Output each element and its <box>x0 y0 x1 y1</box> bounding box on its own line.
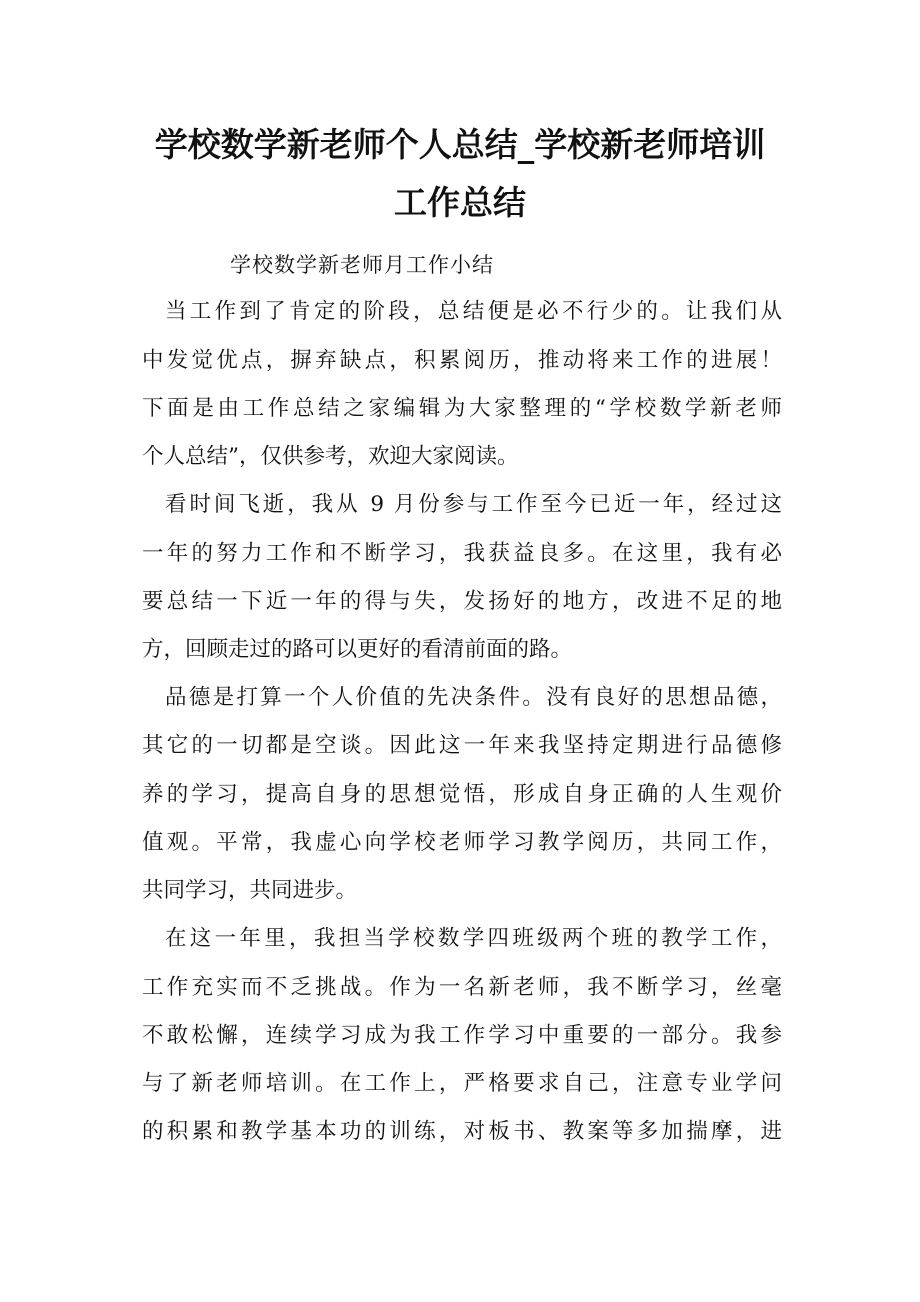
paragraph-line: 工作充实而不乏挑战。作为一名新老师，我不断学习，丝毫 <box>142 975 782 1000</box>
document-title-line-1: 学校数学新老师个人总结_学校新老师培训 <box>154 125 766 164</box>
paragraph-line: 值观。平常，我虚心向学校老师学习教学阅历，共同工作， <box>142 830 782 855</box>
paragraph-line: 当工作到了肯定的阶段，总结便是必不行少的。让我们从 <box>165 299 782 324</box>
document-subtitle: 学校数学新老师月工作小结 <box>230 253 494 277</box>
paragraph-line: 个人总结”，仅供参考，欢迎大家阅读。 <box>142 444 519 469</box>
paragraph-line: 方，回顾走过的路可以更好的看清前面的路。 <box>142 637 573 662</box>
paragraph-line: 要总结一下近一年的得与失，发扬好的地方，改进不足的地 <box>142 589 782 614</box>
paragraph-line: 中发觉优点，摒弃缺点，积累阅历，推动将来工作的进展！ <box>142 348 782 373</box>
paragraph-line: 下面是由工作总结之家编辑为大家整理的“学校数学新老师 <box>142 396 782 421</box>
paragraph-line: 与了新老师培训。在工作上，严格要求自己，注意专业学问 <box>142 1071 782 1096</box>
paragraph-line: 不敢松懈，连续学习成为我工作学习中重要的一部分。我参 <box>142 1023 782 1048</box>
document-title-line-2: 工作总结 <box>394 183 526 222</box>
paragraph-line: 看时间飞逝，我从 9 月份参与工作至今已近一年，经过这 <box>165 492 782 517</box>
paragraph-line: 在这一年里，我担当学校数学四班级两个班的教学工作， <box>165 926 782 951</box>
paragraph-line: 其它的一切都是空谈。因此这一年来我坚持定期进行品德修 <box>142 733 782 758</box>
paragraph-line: 一年的努力工作和不断学习，我获益良多。在这里，我有必 <box>142 541 782 566</box>
paragraph-line: 品德是打算一个人价值的先决条件。没有良好的思想品德， <box>165 685 782 710</box>
paragraph-line: 的积累和教学基本功的训练，对板书、教案等多加揣摩，进 <box>142 1119 782 1144</box>
paragraph-line: 养的学习，提高自身的思想觉悟，形成自身正确的人生观价 <box>142 782 782 807</box>
paragraph-line: 共同学习，共同进步。 <box>142 878 358 903</box>
